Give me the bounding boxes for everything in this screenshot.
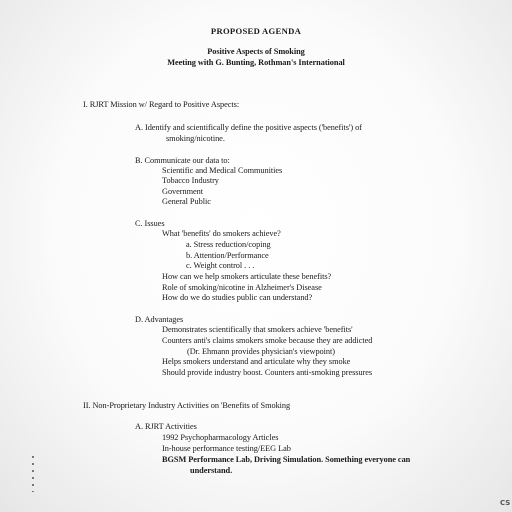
item-1c-issue: How do we do studies public can understand?: [162, 293, 313, 302]
scan-edge-marks: [32, 456, 34, 492]
item-1b-audience: Tobacco Industry: [162, 176, 219, 185]
item-2a-activity: understand.: [190, 466, 233, 475]
item-1a-line-1: A. Identify and scientifically define the positive aspects ('benefits') of: [135, 123, 362, 132]
item-1c-question: What 'benefits' do smokers achieve?: [162, 229, 281, 238]
item-1b-audience: General Public: [162, 197, 211, 206]
item-1a-line-2: smoking/nicotine.: [166, 134, 225, 143]
edge-mark: CS: [500, 499, 511, 507]
item-1c-benefit: b. Attention/Performance: [186, 251, 269, 260]
item-1c-issue: How can we help smokers articulate these benefits?: [162, 272, 332, 281]
item-1d-advantage: Counters anti's claims smokers smoke because they are addicted: [162, 336, 373, 345]
item-1b-audience: Government: [162, 187, 203, 196]
item-1d-advantage: Helps smokers understand and articulate why they smoke: [162, 357, 351, 366]
item-1c-benefit: a. Stress reduction/coping: [186, 240, 271, 249]
item-1d-advantage: (Dr. Ehmann provides physician's viewpoint): [187, 347, 335, 356]
item-1c-issue: Role of smoking/nicotine in Alzheimer's Disease: [162, 283, 322, 292]
item-2a-activity: In-house performance testing/EEG Lab: [162, 444, 291, 453]
meeting-line: Meeting with G. Bunting, Rothman's International: [167, 58, 345, 67]
agenda-title: PROPOSED AGENDA: [210, 26, 302, 36]
item-2a-label: A. RJRT Activities: [135, 422, 197, 431]
item-2a-activity: BGSM Performance Lab, Driving Simulation. Something everyone can: [162, 455, 411, 464]
item-1c-benefit: c. Weight control . . .: [186, 261, 255, 270]
item-1b-label: B. Communicate our data to:: [135, 156, 230, 165]
agenda-subtitle: Positive Aspects of Smoking: [207, 47, 305, 56]
item-1b-audience: Scientific and Medical Communities: [162, 166, 283, 175]
item-1d-advantage: Demonstrates scientifically that smokers achieve 'benefits': [162, 325, 353, 334]
item-1d-advantage: Should provide industry boost. Counters anti-smoking pressures: [162, 368, 373, 377]
item-1d-label: D. Advantages: [135, 315, 184, 324]
section-1-heading: I. RJRT Mission w/ Regard to Positive Aspects:: [83, 100, 240, 109]
item-1c-label: C. Issues: [135, 219, 165, 228]
section-2-heading: II. Non-Proprietary Industry Activities on 'Benefits of Smoking: [83, 401, 291, 410]
item-2a-activity: 1992 Psychopharmacology Articles: [162, 433, 279, 442]
